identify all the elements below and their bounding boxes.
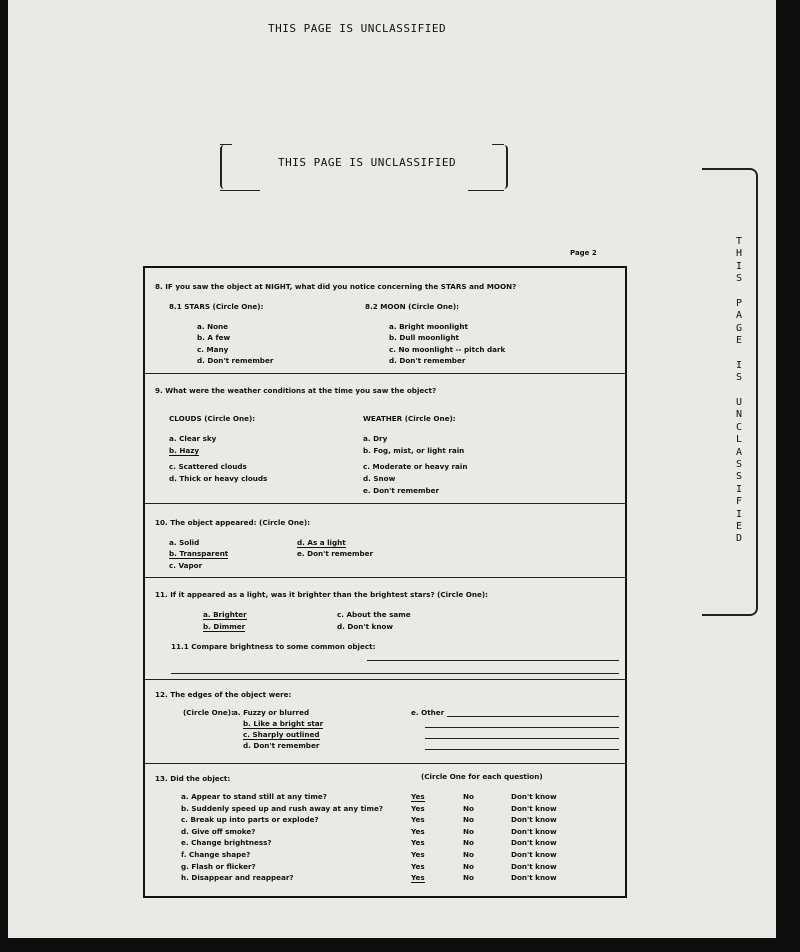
boxed-classification-stamp: THIS PAGE IS UNCLASSIFIED	[278, 156, 457, 169]
side-stamp-letter: H	[735, 248, 743, 260]
question-12	[145, 680, 625, 764]
side-stamp-letter: D	[735, 533, 743, 545]
q9-text: 9. What were the weather conditions at the time you saw the object?	[155, 386, 437, 395]
q10-text: 10. The object appeared: (Circle One):	[155, 518, 310, 527]
q8-stars-c: c. Many	[197, 345, 229, 354]
q13-row-no: No	[463, 792, 474, 801]
q10-c: c. Vapor	[169, 561, 203, 570]
q13-row-yes: Yes	[411, 803, 425, 813]
q12-d: d. Don't remember	[243, 741, 320, 750]
q13-instruction: (Circle One for each question)	[421, 772, 543, 781]
side-stamp-letter: I	[735, 260, 743, 272]
q12-other-line-1	[447, 716, 619, 717]
side-stamp-letter: S	[735, 372, 743, 384]
q9-weather-a: a. Dry	[363, 434, 388, 443]
q13-row-dont-know: Don't know	[511, 792, 557, 801]
q11-answer-line-1	[367, 660, 619, 661]
q11-d: d. Don't know	[337, 622, 394, 631]
side-stamp-letter	[734, 286, 744, 298]
q13-row-question: h. Disappear and reappear?	[181, 873, 294, 883]
q11-b: b. Dimmer	[203, 622, 246, 631]
side-stamp-letter: I	[735, 508, 743, 520]
side-stamp-letter: A	[735, 446, 743, 458]
q13-row-question: a. Appear to stand still at any time?	[181, 792, 327, 801]
q8-stars-d: d. Don't remember	[197, 356, 274, 365]
q10-e: e. Don't remember	[297, 549, 374, 558]
questionnaire-form	[143, 266, 627, 898]
q12-other: e. Other	[411, 708, 445, 717]
side-stamp-letter: S	[735, 471, 743, 483]
q10-d: d. As a light	[297, 538, 346, 547]
q13-row-dont-know: Don't know	[511, 873, 557, 883]
q13-row-no: No	[463, 803, 474, 813]
q12-circle-label: (Circle One):	[183, 708, 234, 717]
q13-row-no: No	[463, 850, 474, 859]
question-13	[145, 764, 625, 896]
q9-weather-b: b. Fog, mist, or light rain	[363, 446, 465, 455]
q8-moon-d: d. Don't remember	[389, 356, 466, 365]
q11-text: 11. If it appeared as a light, was it brighter than the brightest stars? (Circle One):	[155, 590, 489, 599]
q10-b: b. Transparent	[169, 549, 229, 558]
q11-answer-line-2	[171, 673, 619, 674]
q8-stars-a: a. None	[197, 322, 229, 331]
q13-row-yes: Yes	[411, 873, 425, 883]
q8-stars-b: b. A few	[197, 333, 231, 342]
q9-weather-d: d. Snow	[363, 474, 396, 483]
q12-b: b. Like a bright star	[243, 719, 324, 728]
q8-text: 8. IF you saw the object at NIGHT, what did you notice concerning the STARS and MOON?	[155, 282, 517, 291]
side-stamp-letter	[734, 348, 744, 360]
q8-moon-a: a. Bright moonlight	[389, 322, 468, 331]
q13-row-yes: Yes	[411, 815, 425, 825]
side-stamp-letter: S	[735, 459, 743, 471]
document-page	[8, 0, 776, 938]
side-classification-stamp	[734, 236, 744, 546]
q13-row-question: b. Suddenly speed up and rush away at any time?	[181, 803, 384, 813]
q11-sub: 11.1 Compare brightness to some common object:	[171, 642, 376, 651]
q9-weather-c: c. Moderate or heavy rain	[363, 462, 468, 471]
q12-other-line-3	[425, 738, 619, 739]
side-stamp-letter: F	[735, 496, 743, 508]
q8-stars-heading: 8.1 STARS (Circle One):	[169, 302, 264, 311]
q10-a: a. Solid	[169, 538, 200, 547]
q9-clouds-a: a. Clear sky	[169, 434, 217, 443]
q13-row-no: No	[463, 873, 474, 883]
page-number: Page 2	[570, 249, 597, 257]
q12-c: c. Sharply outlined	[243, 730, 320, 739]
q13-row-yes: Yes	[411, 826, 425, 836]
q13-row-question: c. Break up into parts or explode?	[181, 815, 319, 825]
side-stamp-letter: E	[735, 520, 743, 532]
side-stamp-letter	[734, 385, 744, 397]
side-stamp-letter: L	[735, 434, 743, 446]
q11-c: c. About the same	[337, 610, 411, 619]
q13-row-no: No	[463, 815, 474, 825]
q13-row-dont-know: Don't know	[511, 861, 557, 871]
question-9	[145, 374, 625, 504]
q12-other-line-4	[425, 749, 619, 750]
q9-weather-e: e. Don't remember	[363, 486, 440, 495]
side-stamp-letter: G	[735, 322, 743, 334]
q9-clouds-c: c. Scattered clouds	[169, 462, 247, 471]
side-stamp-letter: C	[735, 421, 743, 433]
q13-row-question: d. Give off smoke?	[181, 826, 256, 836]
q13-row-yes: Yes	[411, 792, 425, 801]
q8-moon-heading: 8.2 MOON (Circle One):	[365, 302, 460, 311]
side-stamp-letter: I	[735, 359, 743, 371]
q11-a: a. Brighter	[203, 610, 247, 619]
q13-row-question: g. Flash or flicker?	[181, 861, 256, 871]
side-stamp-letter: N	[735, 409, 743, 421]
side-stamp-letter: A	[735, 310, 743, 322]
q13-text: 13. Did the object:	[155, 774, 231, 783]
question-8	[145, 268, 625, 374]
q13-row-yes: Yes	[411, 838, 425, 848]
q13-row-dont-know: Don't know	[511, 803, 557, 813]
q9-clouds-b: b. Hazy	[169, 446, 200, 455]
q9-clouds-d: d. Thick or heavy clouds	[169, 474, 268, 483]
q13-row-dont-know: Don't know	[511, 850, 557, 859]
q13-row-dont-know: Don't know	[511, 815, 557, 825]
q13-row-no: No	[463, 826, 474, 836]
q13-row-no: No	[463, 838, 474, 848]
q9-clouds-heading: CLOUDS (Circle One):	[169, 414, 256, 423]
q13-row-dont-know: Don't know	[511, 838, 557, 848]
q13-row-no: No	[463, 861, 474, 871]
q8-moon-b: b. Dull moonlight	[389, 333, 459, 342]
q12-a: a. Fuzzy or blurred	[233, 708, 310, 717]
question-11	[145, 578, 625, 680]
side-stamp-letter: I	[735, 483, 743, 495]
q13-row-question: f. Change shape?	[181, 850, 251, 859]
side-stamp-letter: T	[735, 236, 743, 247]
q12-other-line-2	[425, 727, 619, 728]
q8-moon-c: c. No moonlight -- pitch dark	[389, 345, 506, 354]
q13-row-dont-know: Don't know	[511, 826, 557, 836]
side-stamp-letter: U	[735, 397, 743, 409]
side-stamp-letter: E	[735, 335, 743, 347]
top-classification-stamp: THIS PAGE IS UNCLASSIFIED	[268, 22, 447, 35]
side-stamp-frame	[702, 168, 758, 616]
q13-row-yes: Yes	[411, 861, 425, 871]
q13-row-question: e. Change brightness?	[181, 838, 272, 848]
side-stamp-letter: S	[735, 273, 743, 285]
q9-weather-heading: WEATHER (Circle One):	[363, 414, 456, 423]
q12-text: 12. The edges of the object were:	[155, 690, 292, 699]
q13-row-yes: Yes	[411, 850, 425, 859]
side-stamp-letter: P	[735, 297, 743, 309]
question-10	[145, 504, 625, 578]
